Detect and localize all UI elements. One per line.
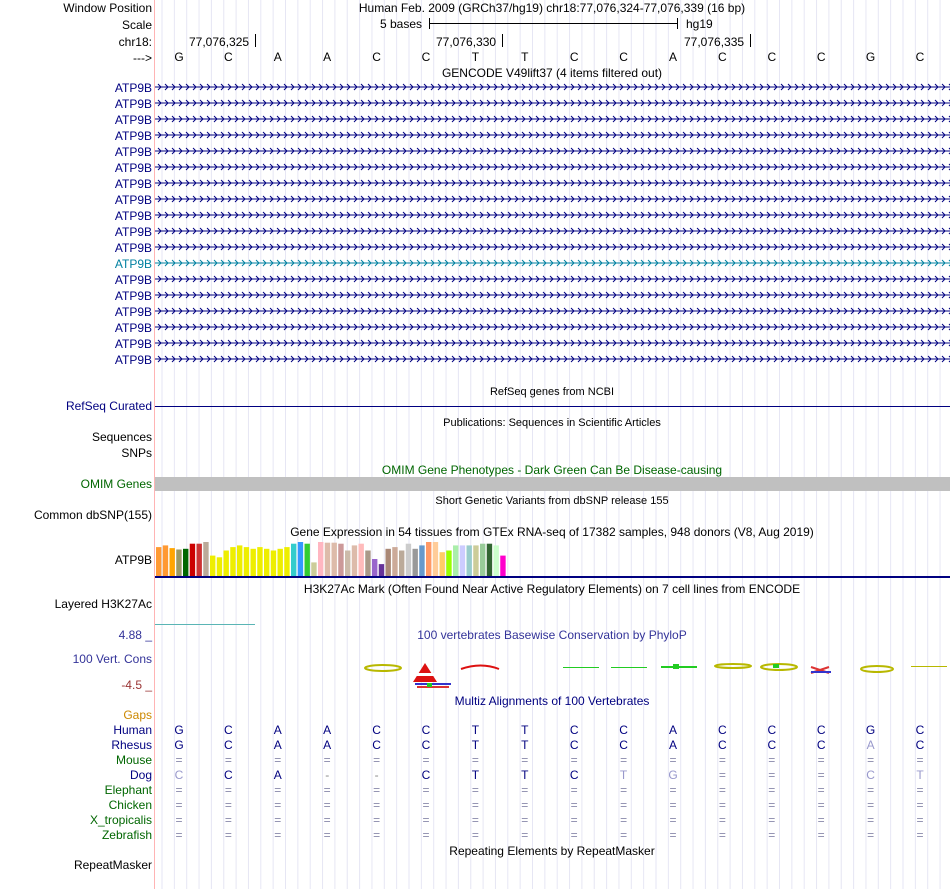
omim-track-label[interactable]: OMIM Genes — [80, 477, 152, 491]
alignment-base: C — [421, 723, 431, 737]
alignment-base: = — [570, 798, 578, 812]
alignment-base: = — [373, 798, 381, 812]
alignment-base: = — [175, 813, 183, 827]
alignment-base: T — [471, 768, 480, 782]
alignment-base: G — [865, 723, 876, 737]
gtex-tissue-bar[interactable] — [392, 547, 397, 576]
gtex-tissue-bar[interactable] — [230, 547, 235, 576]
dbsnp-track-label[interactable]: Common dbSNP(155) — [33, 508, 152, 522]
gtex-tissue-bar[interactable] — [433, 542, 438, 576]
gtex-tissue-bar[interactable] — [460, 545, 465, 576]
multiz-gaps-label[interactable]: Gaps — [123, 708, 152, 722]
gtex-tissue-bar[interactable] — [278, 549, 283, 576]
alignment-base: = — [916, 828, 924, 842]
alignment-base: C — [619, 723, 628, 737]
alignment-base: A — [866, 738, 875, 752]
gtex-tissue-bar[interactable] — [372, 559, 377, 576]
alignment-base: = — [224, 753, 232, 767]
phylop-conservation-logo[interactable] — [155, 655, 950, 691]
alignment-base: = — [867, 798, 875, 812]
alignment-base: = — [718, 783, 726, 797]
alignment-base: T — [916, 768, 924, 782]
alignment-base: = — [175, 753, 183, 767]
gtex-tissue-bar[interactable] — [440, 552, 445, 576]
alignment-base: = — [175, 828, 183, 842]
gene-label-atp9b[interactable]: ATP9B — [114, 353, 152, 367]
gtex-tissue-bar[interactable] — [338, 544, 343, 576]
alignment-base: C — [767, 723, 777, 737]
gtex-tissue-bar[interactable] — [365, 551, 370, 577]
base-letter: C — [619, 50, 628, 64]
alignment-base: = — [718, 828, 726, 842]
alignment-base: = — [867, 753, 875, 767]
refseq-track-title[interactable]: RefSeq genes from NCBI — [489, 386, 615, 398]
gtex-tissue-bar[interactable] — [480, 544, 485, 576]
gtex-tissue-bar[interactable] — [244, 547, 249, 576]
alignment-base: = — [817, 798, 825, 812]
base-letter: C — [421, 50, 431, 64]
alignment-base: = — [274, 828, 282, 842]
alignment-base: = — [570, 783, 578, 797]
alignment-base: = — [521, 813, 529, 827]
alignment-base: = — [867, 783, 875, 797]
base-letter: T — [471, 50, 480, 64]
alignment-base: = — [471, 798, 479, 812]
alignment-base: = — [471, 828, 479, 842]
alignment-base: C — [767, 738, 777, 752]
base-letter: C — [718, 50, 727, 64]
coord-tick-label: 77,076,330 — [436, 35, 497, 49]
alignment-base: C — [569, 723, 579, 737]
alignment-base: C — [174, 768, 184, 782]
refseq-track-label[interactable]: RefSeq Curated — [65, 399, 152, 413]
base-letter: A — [323, 50, 332, 64]
base-letter: C — [816, 50, 826, 64]
gtex-track-title[interactable]: Gene Expression in 54 tissues from GTEx RNA-seq of 17382 samples, 948 donors (V8, Aug 2019) — [290, 525, 814, 539]
alignment-base: = — [916, 753, 924, 767]
gtex-tissue-bar[interactable] — [399, 551, 404, 577]
gtex-tissue-bar[interactable] — [291, 544, 296, 576]
strand-label: ---> — [133, 51, 152, 65]
scale-bar — [429, 23, 677, 24]
species-label[interactable]: Chicken — [108, 798, 152, 812]
repeatmasker-track-title[interactable]: Repeating Elements by RepeatMasker — [449, 844, 655, 858]
species-label[interactable]: Human — [113, 723, 152, 737]
base-letter: C — [767, 50, 777, 64]
alignment-base: = — [224, 798, 232, 812]
alignment-base: = — [274, 798, 282, 812]
alignment-base: = — [323, 798, 331, 812]
alignment-base: = — [669, 783, 677, 797]
alignment-base: = — [620, 828, 628, 842]
h3k27ac-signal — [155, 624, 255, 625]
coord-tick-label: 77,076,335 — [684, 35, 745, 49]
gtex-tissue-bar[interactable] — [426, 542, 431, 576]
alignment-base: = — [620, 753, 628, 767]
h3k27ac-track-label[interactable]: Layered H3K27Ac — [54, 597, 152, 611]
gtex-tissue-bar[interactable] — [183, 549, 188, 576]
gtex-tissue-bar[interactable] — [494, 545, 499, 576]
alignment-base: G — [174, 723, 184, 737]
alignment-base: = — [323, 753, 331, 767]
multiz-track-title[interactable]: Multiz Alignments of 100 Vertebrates — [454, 694, 650, 708]
alignment-base: = — [768, 768, 776, 782]
coord-tick-mark — [750, 34, 751, 47]
alignment-base: = — [718, 813, 726, 827]
alignment-base: = — [422, 828, 430, 842]
alignment-base: A — [668, 738, 678, 752]
alignment-base: = — [521, 753, 529, 767]
species-label[interactable]: Mouse — [115, 753, 152, 767]
gtex-tissue-bar[interactable] — [197, 544, 202, 576]
alignment-base: T — [471, 738, 480, 752]
base-letter: C — [915, 50, 925, 64]
alignment-base: = — [471, 753, 479, 767]
gene-label-atp9b[interactable]: ATP9B — [114, 225, 152, 239]
species-label[interactable]: X_tropicalis — [89, 813, 152, 827]
base-letter: T — [521, 50, 529, 64]
gtex-tissue-bar[interactable] — [446, 551, 451, 577]
alignment-base: = — [422, 753, 430, 767]
gtex-tissue-bar[interactable] — [203, 542, 208, 576]
alignment-base: = — [521, 828, 529, 842]
alignment-base: C — [718, 738, 727, 752]
alignment-base: = — [373, 813, 381, 827]
alignment-base: = — [224, 828, 232, 842]
publications-track-title[interactable]: Publications: Sequences in Scientific Articles — [443, 417, 661, 429]
gtex-tissue-bar[interactable] — [467, 545, 472, 576]
alignment-base: = — [768, 783, 776, 797]
alignment-base: A — [273, 768, 282, 782]
gtex-tissue-bar[interactable] — [406, 544, 411, 576]
alignment-base: T — [521, 768, 529, 782]
gene-label-atp9b[interactable]: ATP9B — [114, 337, 152, 351]
alignment-base: = — [422, 783, 430, 797]
alignment-base: C — [224, 768, 233, 782]
alignment-base: = — [669, 798, 677, 812]
alignment-base: C — [421, 738, 431, 752]
publications-snps-label[interactable]: SNPs — [121, 446, 152, 460]
gtex-tissue-bar[interactable] — [271, 551, 276, 577]
alignment-base: A — [668, 723, 678, 737]
gtex-tissue-bar[interactable] — [318, 542, 323, 576]
gtex-tissue-bar[interactable] — [473, 545, 478, 576]
alignment-base: C — [372, 723, 381, 737]
gene-label-atp9b[interactable]: ATP9B — [114, 209, 152, 223]
phylop-max-label: 4.88 _ — [118, 628, 152, 642]
alignment-base: = — [274, 813, 282, 827]
repeatmasker-track-label[interactable]: RepeatMasker — [73, 858, 152, 872]
alignment-base: C — [915, 723, 925, 737]
scale-bar-right-tick — [677, 18, 678, 29]
alignment-base: = — [521, 798, 529, 812]
alignment-base: - — [325, 768, 330, 782]
gtex-tissue-bar[interactable] — [176, 549, 181, 576]
gtex-tissue-bar[interactable] — [453, 545, 458, 576]
alignment-base: T — [471, 723, 480, 737]
gene-label-atp9b[interactable]: ATP9B — [114, 161, 152, 175]
scale-bases-text: 5 bases — [380, 17, 423, 31]
alignment-base: = — [718, 768, 726, 782]
coord-tick-mark — [255, 34, 256, 47]
alignment-base: = — [274, 753, 282, 767]
alignment-base: = — [817, 783, 825, 797]
gene-label-atp9b[interactable]: ATP9B — [114, 193, 152, 207]
gtex-tissue-bar[interactable] — [500, 556, 505, 576]
dbsnp-track-title[interactable]: Short Genetic Variants from dbSNP release 155 — [435, 495, 669, 507]
base-letter: A — [273, 50, 282, 64]
gene-label-atp9b[interactable]: ATP9B — [114, 305, 152, 319]
scale-bar-left-tick — [429, 18, 430, 29]
gencode-track-title[interactable]: GENCODE V49lift37 (4 items filtered out) — [441, 66, 663, 80]
gene-label-atp9b[interactable]: ATP9B — [114, 273, 152, 287]
refseq-gene-line[interactable] — [155, 406, 950, 407]
alignment-base: T — [619, 768, 628, 782]
alignment-base: = — [224, 813, 232, 827]
gtex-tissue-bar[interactable] — [156, 547, 161, 576]
alignment-base: = — [817, 753, 825, 767]
gene-label-atp9b[interactable]: ATP9B — [114, 321, 152, 335]
publications-sequences-label[interactable]: Sequences — [91, 430, 152, 444]
base-letter: A — [668, 50, 678, 64]
phylop-track-title[interactable]: 100 vertebrates Basewise Conservation by PhyloP — [417, 628, 687, 642]
h3k27ac-track-title[interactable]: H3K27Ac Mark (Often Found Near Active Regulatory Elements) on 7 cell lines from ENCODE — [303, 582, 801, 596]
alignment-base: C — [866, 768, 875, 782]
assembly-position-text[interactable]: Human Feb. 2009 (GRCh37/hg19) chr18:77,076,324-77,076,339 (16 bp) — [358, 1, 746, 15]
alignment-base: = — [867, 813, 875, 827]
gene-label-atp9b[interactable]: ATP9B — [114, 241, 152, 255]
alignment-base: = — [323, 828, 331, 842]
alignment-base: = — [323, 813, 331, 827]
alignment-base: = — [373, 783, 381, 797]
alignment-base: C — [569, 768, 579, 782]
gtex-tissue-bar[interactable] — [190, 544, 195, 576]
gtex-tissue-bar[interactable] — [379, 564, 384, 576]
gene-label-atp9b[interactable]: ATP9B — [114, 257, 152, 271]
species-label[interactable]: Elephant — [104, 783, 152, 797]
alignment-base: C — [372, 738, 381, 752]
gene-label-atp9b[interactable]: ATP9B — [114, 145, 152, 159]
alignment-base: = — [373, 828, 381, 842]
alignment-base: = — [768, 753, 776, 767]
scale-label: Scale — [121, 18, 152, 32]
gtex-tissue-bar[interactable] — [359, 544, 364, 576]
alignment-base: C — [816, 723, 826, 737]
alignment-base: = — [471, 783, 479, 797]
gtex-expression-bars[interactable] — [155, 540, 950, 578]
alignment-base: = — [570, 753, 578, 767]
alignment-base: = — [817, 768, 825, 782]
alignment-base: = — [817, 813, 825, 827]
species-label[interactable]: Zebrafish — [101, 828, 152, 842]
alignment-base: = — [570, 813, 578, 827]
gtex-tissue-bar[interactable] — [332, 543, 337, 576]
gtex-tissue-bar[interactable] — [352, 545, 357, 576]
alignment-base: = — [768, 828, 776, 842]
alignment-base: = — [175, 798, 183, 812]
alignment-base: = — [768, 813, 776, 827]
phylop-track-label[interactable]: 100 Vert. Cons — [72, 652, 152, 666]
alignment-base: = — [373, 753, 381, 767]
gtex-tissue-bar[interactable] — [237, 545, 242, 576]
gtex-tissue-bar[interactable] — [311, 562, 316, 576]
alignment-base: = — [867, 828, 875, 842]
gtex-tissue-bar[interactable] — [251, 549, 256, 576]
gtex-track-label[interactable]: ATP9B — [114, 553, 152, 567]
alignment-base: = — [718, 753, 726, 767]
gtex-tissue-bar[interactable] — [170, 548, 175, 576]
gtex-tissue-bar[interactable] — [217, 557, 222, 576]
gtex-tissue-bar[interactable] — [305, 544, 310, 576]
alignment-base: = — [916, 783, 924, 797]
gene-label-atp9b[interactable]: ATP9B — [114, 177, 152, 191]
gtex-tissue-bar[interactable] — [413, 549, 418, 576]
alignment-base: A — [273, 738, 282, 752]
alignment-base: = — [669, 813, 677, 827]
gene-label-atp9b[interactable]: ATP9B — [114, 289, 152, 303]
gene-label-atp9b[interactable]: ATP9B — [114, 113, 152, 127]
gtex-tissue-bar[interactable] — [345, 551, 350, 577]
gtex-tissue-bar[interactable] — [257, 547, 262, 576]
alignment-base: C — [816, 738, 826, 752]
alignment-base: C — [915, 738, 925, 752]
alignment-base: = — [916, 813, 924, 827]
phylop-min-label: -4.5 _ — [121, 678, 152, 692]
alignment-base: = — [570, 828, 578, 842]
alignment-base: C — [619, 738, 628, 752]
alignment-base: C — [718, 723, 727, 737]
alignment-base: = — [521, 783, 529, 797]
alignment-base: = — [175, 783, 183, 797]
gene-label-atp9b[interactable]: ATP9B — [114, 129, 152, 143]
alignment-base: G — [668, 768, 678, 782]
coord-tick-label: 77,076,325 — [189, 35, 250, 49]
species-label[interactable]: Rhesus — [111, 738, 152, 752]
alignment-base: = — [817, 828, 825, 842]
alignment-base: A — [323, 723, 332, 737]
alignment-base: = — [669, 753, 677, 767]
alignment-base: T — [521, 723, 529, 737]
alignment-base: = — [323, 783, 331, 797]
gtex-tissue-bar[interactable] — [487, 544, 492, 576]
species-label[interactable]: Dog — [129, 768, 152, 782]
alignment-base: G — [174, 738, 184, 752]
base-letter: C — [372, 50, 381, 64]
base-letter: G — [174, 50, 184, 64]
alignment-base: = — [620, 813, 628, 827]
gene-label-atp9b[interactable]: ATP9B — [114, 81, 152, 95]
alignment-base: = — [916, 798, 924, 812]
gtex-tissue-bar[interactable] — [419, 545, 424, 576]
alignment-base: A — [323, 738, 332, 752]
gtex-tissue-bar[interactable] — [163, 545, 168, 576]
scale-db-text: hg19 — [686, 17, 713, 31]
omim-track-title[interactable]: OMIM Gene Phenotypes - Dark Green Can Be Disease-causing — [381, 463, 723, 477]
alignment-base: C — [421, 768, 431, 782]
gtex-tissue-bar[interactable] — [284, 547, 289, 576]
alignment-base: = — [274, 783, 282, 797]
base-letter: G — [865, 50, 876, 64]
base-letter: C — [224, 50, 233, 64]
alignment-base: - — [374, 768, 379, 782]
alignment-base: = — [471, 813, 479, 827]
gtex-tissue-bar[interactable] — [224, 551, 229, 577]
coord-tick-mark — [502, 34, 503, 47]
alignment-base: = — [422, 813, 430, 827]
alignment-base: C — [224, 738, 233, 752]
alignment-base: = — [422, 798, 430, 812]
alignment-base: T — [521, 738, 529, 752]
gtex-tissue-bar[interactable] — [325, 543, 330, 576]
base-letter: C — [569, 50, 579, 64]
gtex-tissue-bar[interactable] — [386, 549, 391, 576]
alignment-base: C — [569, 738, 579, 752]
chrom-label: chr18: — [118, 35, 152, 49]
gtex-tissue-bar[interactable] — [298, 542, 303, 576]
alignment-base: = — [718, 798, 726, 812]
alignment-base: A — [273, 723, 282, 737]
alignment-base: C — [224, 723, 233, 737]
alignment-base: = — [224, 783, 232, 797]
gtex-tissue-bar[interactable] — [264, 549, 269, 576]
alignment-base: = — [768, 798, 776, 812]
window-position-label: Window Position — [63, 1, 152, 15]
gencode-gene-features[interactable] — [155, 80, 950, 384]
gtex-tissue-bar[interactable] — [210, 556, 215, 576]
alignment-base: = — [620, 798, 628, 812]
omim-gene-bar[interactable] — [155, 477, 950, 491]
gene-label-atp9b[interactable]: ATP9B — [114, 97, 152, 111]
alignment-base: = — [669, 828, 677, 842]
alignment-base: = — [620, 783, 628, 797]
